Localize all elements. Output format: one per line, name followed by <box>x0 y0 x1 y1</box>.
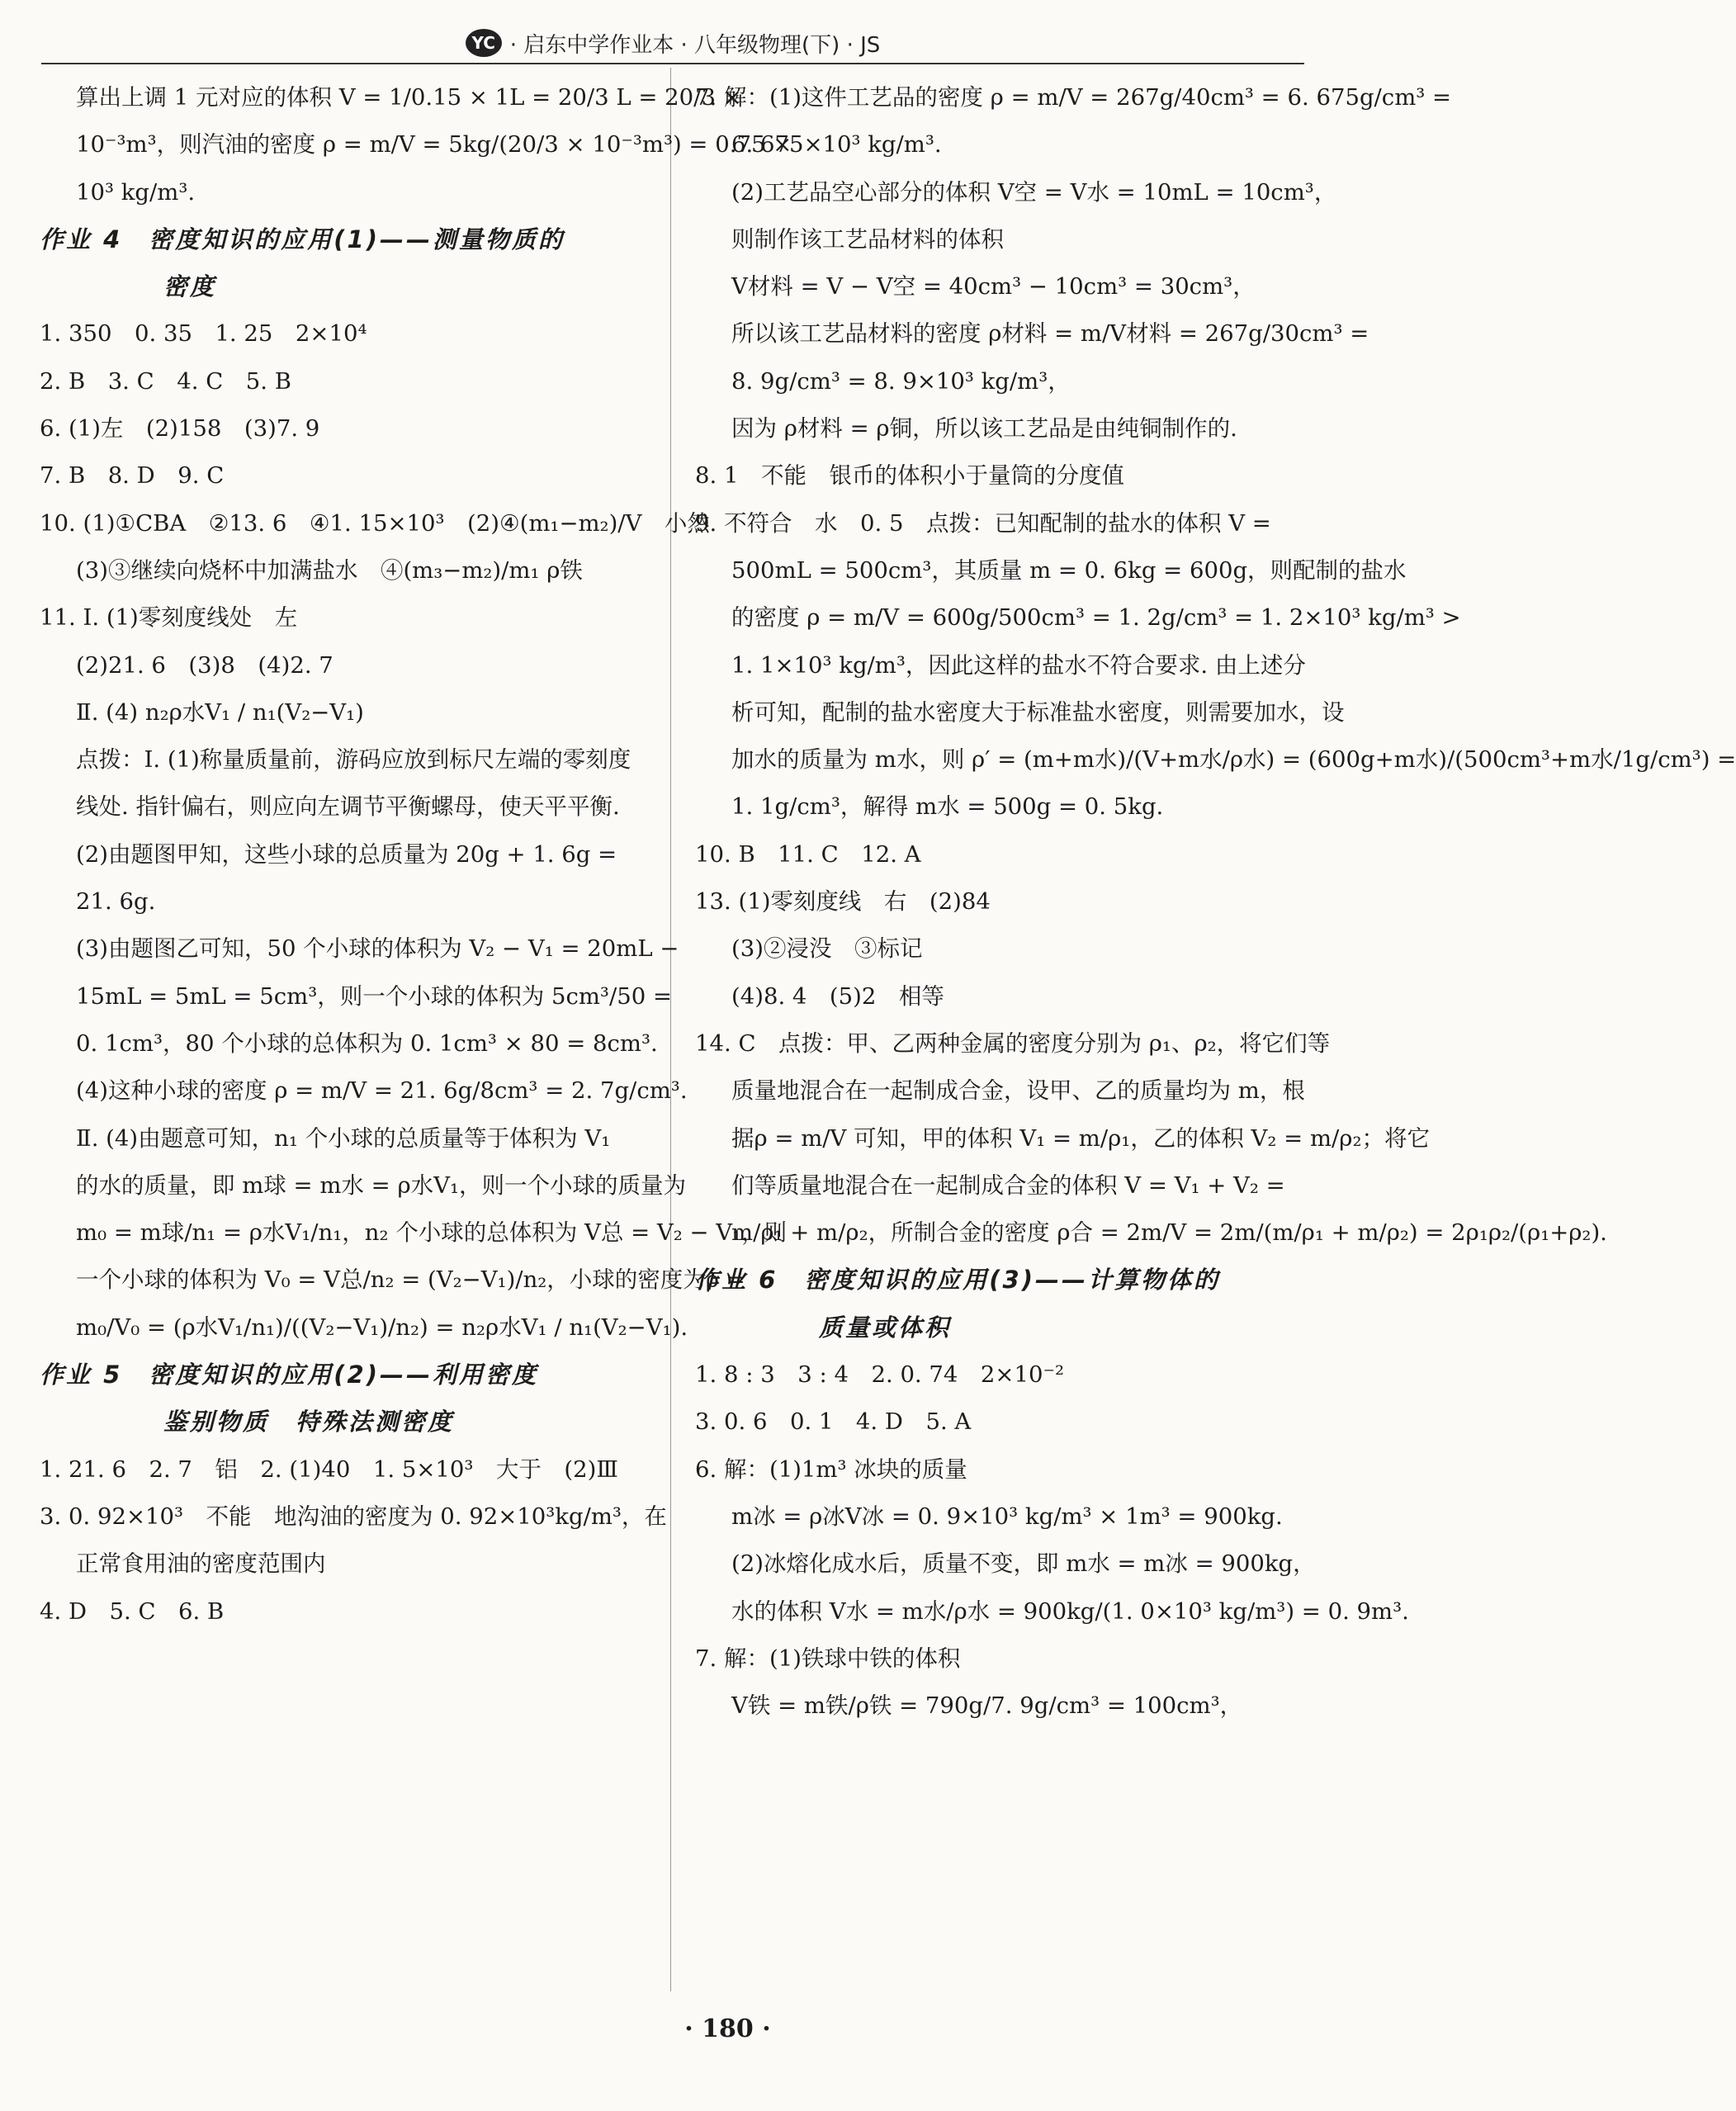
answer-line: 析可知，配制的盐水密度大于标准盐水密度，则需要加水，设 <box>731 698 1345 726</box>
answer-line: 6. (1)左 (2)158 (3)7. 9 <box>40 415 320 443</box>
answer-line: 1. 8 : 3 3 : 4 2. 0. 74 2×10⁻² <box>695 1361 1064 1389</box>
answer-line: 1. 1×10³ kg/m³，因此这样的盐水不符合要求. 由上述分 <box>731 651 1306 679</box>
answer-line: Ⅱ. (4)由题意可知，n₁ 个小球的总质量等于体积为 V₁ <box>76 1124 611 1152</box>
section-heading: 鉴别物质 特殊法测密度 <box>163 1408 455 1437</box>
answer-line: 1. 350 0. 35 1. 25 2×10⁴ <box>40 320 367 348</box>
answer-line: 10⁻³m³，则汽油的密度 ρ = m/V = 5kg/(20/3 × 10⁻³m³) = 0.75 × <box>76 131 792 159</box>
page-number: · 180 · <box>684 2014 771 2043</box>
answer-line: 8. 9g/cm³ = 8. 9×10³ kg/m³， <box>731 367 1071 395</box>
answer-line: 6. 675×10³ kg/m³. <box>731 131 942 159</box>
answer-line: 1. 1g/cm³，解得 m水 = 500g = 0. 5kg. <box>731 793 1164 821</box>
right-column <box>695 74 1736 1990</box>
answer-line: 正常食用油的密度范围内 <box>76 1550 326 1578</box>
answer-line: (4)8. 4 (5)2 相等 <box>731 982 944 1010</box>
answer-line: 线处. 指针偏右，则应向左调节平衡螺母，使天平平衡. <box>76 793 620 821</box>
answer-line: 500mL = 500cm³，其质量 m = 0. 6kg = 600g，则配制的盐水 <box>731 556 1407 584</box>
answer-line: 10. (1)①CBA ②13. 6 ④1. 15×10³ (2)④(m₁−m₂)/V 小然 <box>40 509 710 537</box>
answer-line: (3)由题图乙可知，50 个小球的体积为 V₂ − V₁ = 20mL − <box>76 935 679 963</box>
section-heading: 质量或体积 <box>819 1313 952 1342</box>
answer-line: Ⅱ. (4) n₂ρ水V₁ / n₁(V₂−V₁) <box>76 698 364 726</box>
page-header <box>41 23 1304 64</box>
answer-line: m/ρ₁ + m/ρ₂，所制合金的密度 ρ合 = 2m/V = 2m/(m/ρ₁ + m/ρ₂) = 2ρ₁ρ₂/(ρ₁+ρ₂). <box>731 1219 1607 1247</box>
answer-line: 10. B 11. C 12. A <box>695 840 921 868</box>
answer-line: 2. B 3. C 4. C 5. B <box>40 367 291 395</box>
answer-line: (2)由题图甲知，这些小球的总质量为 20g + 1. 6g = <box>76 840 617 868</box>
answer-line: 7. B 8. D 9. C <box>40 462 225 490</box>
answer-line: 水的体积 V水 = m水/ρ水 = 900kg/(1. 0×10³ kg/m³) = 0. 9m³. <box>731 1597 1409 1625</box>
answer-line: m₀/V₀ = (ρ水V₁/n₁)/((V₂−V₁)/n₂) = n₂ρ水V₁ / n₁(V₂−V₁). <box>76 1313 688 1341</box>
section-heading: 密度 <box>163 272 217 301</box>
answer-line: 因为 ρ材料 = ρ铜，所以该工艺品是由纯铜制作的. <box>731 415 1237 443</box>
answer-line: 一个小球的体积为 V₀ = V总/n₂ = (V₂−V₁)/n₂，小球的密度为ρ = <box>76 1266 745 1294</box>
header-title: · 启东中学作业本 · 八年级物理(下) · JS <box>509 32 881 58</box>
answer-line: 7. 解：(1)铁球中铁的体积 <box>695 1645 961 1672</box>
answer-line: 算出上调 1 元对应的体积 V = 1/0.15 × 1L = 20/3 L = 20/3 × <box>76 84 742 111</box>
answer-line: 3. 0. 92×10³ 不能 地沟油的密度为 0. 92×10³kg/m³，在 <box>40 1503 667 1530</box>
answer-line: 加水的质量为 m水，则 ρ′ = (m+m水)/(V+m水/ρ水) = (600g+m水)/(500cm³+m水/1g/cm³) = <box>731 746 1736 774</box>
answer-line: (2)工艺品空心部分的体积 V空 = V水 = 10mL = 10cm³， <box>731 178 1337 206</box>
left-column <box>40 74 792 1990</box>
answer-line: 1. 21. 6 2. 7 铝 2. (1)40 1. 5×10³ 大于 (2)Ⅲ <box>40 1455 618 1483</box>
answer-line: (4)这种小球的密度 ρ = m/V = 21. 6g/8cm³ = 2. 7g/cm³. <box>76 1077 688 1105</box>
answer-line: V材料 = V − V空 = 40cm³ − 10cm³ = 30cm³， <box>731 273 1256 301</box>
answer-line: (2)冰熔化成水后，质量不变，即 m水 = m冰 = 900kg， <box>731 1550 1316 1578</box>
answer-line: 0. 1cm³，80 个小球的总体积为 0. 1cm³ × 80 = 8cm³. <box>76 1029 658 1057</box>
answer-line: V铁 = m铁/ρ铁 = 790g/7. 9g/cm³ = 100cm³， <box>731 1692 1243 1720</box>
answer-line: 9. 不符合 水 0. 5 点拨：已知配制的盐水的体积 V = <box>695 509 1271 537</box>
answer-line: 质量地混合在一起制成合金，设甲、乙的质量均为 m，根 <box>731 1077 1305 1105</box>
answer-line: 3. 0. 6 0. 1 4. D 5. A <box>695 1408 972 1436</box>
answer-line: 点拨：Ⅰ. (1)称量质量前，游码应放到标尺左端的零刻度 <box>76 746 631 774</box>
answer-line: 6. 解：(1)1m³ 冰块的质量 <box>695 1455 967 1483</box>
answer-line: 则制作该工艺品材料的体积 <box>731 225 1004 253</box>
answer-line: 的水的质量，即 m球 = m水 = ρ水V₁，则一个小球的质量为 <box>76 1171 686 1199</box>
answer-line: 所以该工艺品材料的密度 ρ材料 = m/V材料 = 267g/30cm³ = <box>731 320 1369 348</box>
answer-line: 11. Ⅰ. (1)零刻度线处 左 <box>40 604 298 632</box>
answer-line: 7. 解：(1)这件工艺品的密度 ρ = m/V = 267g/40cm³ = 6. 675g/cm³ = <box>695 84 1452 111</box>
section-heading: 作业 5 密度知识的应用(2)——利用密度 <box>40 1361 538 1389</box>
answer-line: (3)②浸没 ③标记 <box>731 935 923 963</box>
answer-line: 据ρ = m/V 可知，甲的体积 V₁ = m/ρ₁，乙的体积 V₂ = m/ρ₂；将它 <box>731 1124 1430 1152</box>
answer-line: m冰 = ρ冰V冰 = 0. 9×10³ kg/m³ × 1m³ = 900kg. <box>731 1503 1283 1530</box>
section-heading: 作业 4 密度知识的应用(1)——测量物质的 <box>40 225 565 253</box>
answer-line: 21. 6g. <box>76 888 156 916</box>
answer-line: m₀ = m球/n₁ = ρ水V₁/n₁，n₂ 个小球的总体积为 V总 = V₂ − V₁，则 <box>76 1219 788 1247</box>
answer-line: 14. C 点拨：甲、乙两种金属的密度分别为 ρ₁、ρ₂，将它们等 <box>695 1029 1331 1057</box>
answer-line: 的密度 ρ = m/V = 600g/500cm³ = 1. 2g/cm³ = 1. 2×10³ kg/m³ > <box>731 604 1461 632</box>
answer-line: 4. D 5. C 6. B <box>40 1597 225 1625</box>
answer-line: 8. 1 不能 银币的体积小于量筒的分度值 <box>695 462 1124 490</box>
publisher-logo: YC <box>466 29 502 57</box>
answer-line: (2)21. 6 (3)8 (4)2. 7 <box>76 651 333 679</box>
answer-line: 们等质量地混合在一起制成合金的体积 V = V₁ + V₂ = <box>731 1171 1285 1199</box>
answer-line: (3)③继续向烧杯中加满盐水 ④(m₃−m₂)/m₁ ρ铁 <box>76 556 583 584</box>
answer-line: 13. (1)零刻度线 右 (2)84 <box>695 888 991 916</box>
answer-line: 10³ kg/m³. <box>76 178 196 206</box>
section-heading: 作业 6 密度知识的应用(3)——计算物体的 <box>695 1266 1220 1295</box>
answer-line: 15mL = 5mL = 5cm³，则一个小球的体积为 5cm³/50 = <box>76 982 672 1010</box>
